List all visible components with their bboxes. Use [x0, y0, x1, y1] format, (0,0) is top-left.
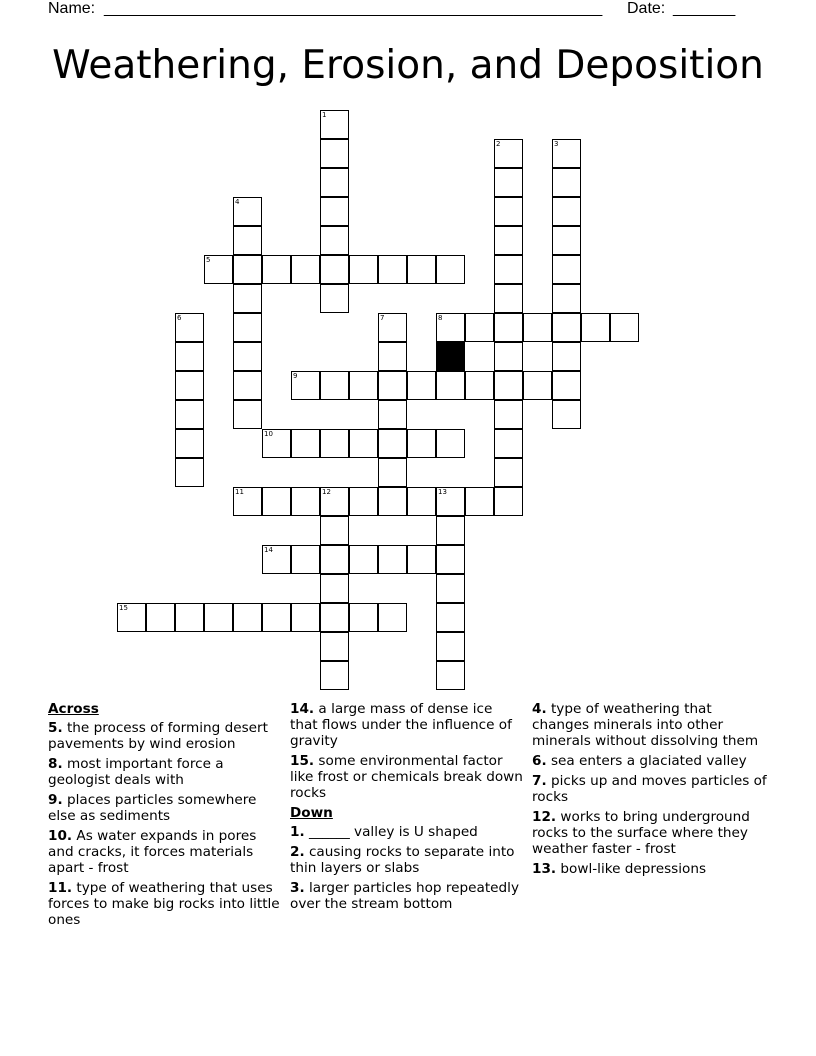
crossword-cell[interactable] [320, 632, 349, 661]
crossword-cell[interactable] [175, 603, 204, 632]
clue-across-10: 10. As water expands in pores and cracks, it forces materials apart - frost [48, 828, 257, 876]
clue-number: 14 [264, 546, 273, 554]
crossword-cell[interactable] [320, 516, 349, 545]
crossword-cell[interactable] [175, 371, 204, 400]
name-label: Name: [48, 0, 96, 17]
crossword-cell[interactable] [378, 313, 407, 342]
crossword-cell[interactable] [407, 255, 436, 284]
crossword-cell[interactable] [320, 139, 349, 168]
crossword-cell[interactable] [436, 371, 465, 400]
crossword-cell[interactable] [291, 371, 320, 400]
crossword-cell[interactable] [291, 255, 320, 284]
crossword-cell[interactable] [320, 603, 349, 632]
crossword-cell[interactable] [436, 603, 465, 632]
crossword-cell[interactable] [552, 342, 581, 371]
clue-down-13: 13. bowl-like depressions [532, 861, 707, 877]
crossword-cell[interactable] [378, 400, 407, 429]
crossword-cell[interactable] [436, 661, 465, 690]
crossword-cell[interactable] [552, 371, 581, 400]
crossword-cell[interactable] [378, 429, 407, 458]
date-label: Date: [627, 0, 666, 17]
crossword-cell[interactable] [349, 371, 378, 400]
crossword-cell[interactable] [494, 197, 523, 226]
clue-number: 1 [322, 111, 327, 119]
crossword-cell[interactable] [465, 487, 494, 516]
crossword-cell[interactable] [233, 342, 262, 371]
crossword-cell[interactable] [407, 371, 436, 400]
crossword-cell[interactable] [610, 313, 639, 342]
crossword-cell[interactable] [407, 429, 436, 458]
crossword-cell[interactable] [494, 487, 523, 516]
clue-down-12: 12. works to bring underground rocks to the surface where they weather faster - frost [532, 809, 750, 857]
crossword-cell[interactable] [320, 487, 349, 516]
crossword-cell[interactable] [349, 603, 378, 632]
crossword-cell[interactable] [117, 603, 146, 632]
crossword-cell[interactable] [552, 139, 581, 168]
crossword-cell[interactable] [291, 603, 320, 632]
black-cell [436, 342, 465, 371]
crossword-cell[interactable] [320, 429, 349, 458]
name-line[interactable]: ________________________________________________________ [104, 0, 603, 17]
clue-number: 11 [235, 488, 244, 496]
crossword-cell[interactable] [436, 516, 465, 545]
crossword-cell[interactable] [378, 255, 407, 284]
crossword-cell[interactable] [407, 487, 436, 516]
crossword-cell[interactable] [494, 458, 523, 487]
crossword-cell[interactable] [436, 545, 465, 574]
crossword-cell[interactable] [233, 255, 262, 284]
crossword-cell[interactable] [494, 342, 523, 371]
crossword-cell[interactable] [349, 545, 378, 574]
crossword-cell[interactable] [494, 284, 523, 313]
clue-number: 9 [293, 372, 298, 380]
crossword-cell[interactable] [494, 371, 523, 400]
crossword-cell[interactable] [494, 400, 523, 429]
clue-across-15: 15. some environmental factor like frost or chemicals break down rocks [290, 753, 523, 801]
clue-number: 7 [380, 314, 385, 322]
clue-down-1: 1. ______ valley is U shaped [290, 824, 478, 840]
crossword-cell[interactable] [233, 313, 262, 342]
crossword-cell[interactable] [378, 371, 407, 400]
clue-number: 12 [322, 488, 331, 496]
crossword-cell[interactable] [233, 371, 262, 400]
crossword-cell[interactable] [320, 661, 349, 690]
clues-column-1 [48, 701, 282, 932]
clue-number: 3 [554, 140, 559, 148]
crossword-cell[interactable] [436, 255, 465, 284]
clue-down-6: 6. sea enters a glaciated valley [532, 753, 747, 769]
crossword-cell[interactable] [523, 313, 552, 342]
clue-down-7: 7. picks up and moves particles of rocks [532, 773, 767, 805]
crossword-cell[interactable] [291, 429, 320, 458]
crossword-cell[interactable] [320, 168, 349, 197]
crossword-cell[interactable] [349, 429, 378, 458]
crossword-cell[interactable] [436, 313, 465, 342]
crossword-cell[interactable] [233, 603, 262, 632]
crossword-cell[interactable] [378, 458, 407, 487]
crossword-cell[interactable] [494, 226, 523, 255]
crossword-cell[interactable] [175, 313, 204, 342]
crossword-cell[interactable] [494, 313, 523, 342]
crossword-cell[interactable] [291, 487, 320, 516]
clue-across-9: 9. places particles somewhere else as sediments [48, 792, 257, 824]
crossword-cell[interactable] [320, 284, 349, 313]
crossword-cell[interactable] [349, 487, 378, 516]
crossword-cell[interactable] [552, 226, 581, 255]
crossword-cell[interactable] [436, 574, 465, 603]
crossword-cell[interactable] [291, 545, 320, 574]
crossword-cell[interactable] [320, 110, 349, 139]
clue-across-8: 8. most important force a geologist deals with [48, 756, 224, 788]
page-title: Weathering, Erosion, and Deposition [52, 43, 764, 88]
crossword-cell[interactable] [320, 255, 349, 284]
down-heading: Down [290, 805, 333, 821]
crossword-cell[interactable] [233, 487, 262, 516]
crossword-cell[interactable] [552, 313, 581, 342]
crossword-cell[interactable] [146, 603, 175, 632]
crossword-cell[interactable] [436, 429, 465, 458]
clue-number: 8 [438, 314, 443, 322]
clue-number: 5 [206, 256, 211, 264]
crossword-cell[interactable] [175, 429, 204, 458]
clue-number: 15 [119, 604, 128, 612]
crossword-cell[interactable] [494, 168, 523, 197]
crossword-cell[interactable] [320, 197, 349, 226]
crossword-cell[interactable] [175, 342, 204, 371]
crossword-cell[interactable] [494, 255, 523, 284]
crossword-cell[interactable] [175, 400, 204, 429]
crossword-cell[interactable] [552, 168, 581, 197]
crossword-cell[interactable] [262, 487, 291, 516]
crossword-cell[interactable] [349, 255, 378, 284]
clue-number: 6 [177, 314, 182, 322]
crossword-cell[interactable] [320, 226, 349, 255]
crossword-cell[interactable] [436, 632, 465, 661]
crossword-cell[interactable] [378, 487, 407, 516]
crossword-cell[interactable] [552, 284, 581, 313]
crossword-cell[interactable] [175, 458, 204, 487]
clue-across-5: 5. the process of forming desert pavements by wind erosion [48, 720, 268, 752]
crossword-cell[interactable] [465, 313, 494, 342]
clue-across-14: 14. a large mass of dense ice that flows under the influence of gravity [290, 701, 512, 749]
clue-number: 10 [264, 430, 273, 438]
clue-down-4: 4. type of weathering that changes minerals into other minerals without dissolving them [532, 701, 759, 749]
crossword-cell[interactable] [233, 284, 262, 313]
clue-number: 4 [235, 198, 240, 206]
crossword-cell[interactable] [378, 545, 407, 574]
crossword-cell[interactable] [407, 545, 436, 574]
crossword-cell[interactable] [233, 226, 262, 255]
crossword-cell[interactable] [494, 139, 523, 168]
clue-across-11: 11. type of weathering that uses forces to make big rocks into little ones [48, 880, 280, 928]
crossword-cell[interactable] [204, 603, 233, 632]
clues-column-2 [290, 701, 524, 916]
crossword-cell[interactable] [320, 545, 349, 574]
clue-number: 2 [496, 140, 501, 148]
crossword-cell[interactable] [233, 400, 262, 429]
crossword-cell[interactable] [436, 487, 465, 516]
crossword-cell[interactable] [262, 603, 291, 632]
crossword-cell[interactable] [320, 371, 349, 400]
crossword-cell[interactable] [378, 342, 407, 371]
crossword-cell[interactable] [523, 371, 552, 400]
crossword-cell[interactable] [494, 429, 523, 458]
clue-down-2: 2. causing rocks to separate into thin layers or slabs [290, 844, 515, 876]
crossword-cell[interactable] [262, 255, 291, 284]
crossword-cell[interactable] [320, 574, 349, 603]
clue-down-3: 3. larger particles hop repeatedly over the stream bottom [290, 880, 519, 912]
crossword-cell[interactable] [233, 197, 262, 226]
crossword-cell[interactable] [378, 603, 407, 632]
crossword-cell[interactable] [262, 429, 291, 458]
crossword-cell[interactable] [262, 545, 291, 574]
clues-column-3 [532, 701, 768, 881]
crossword-cell[interactable] [581, 313, 610, 342]
date-line[interactable]: _______ [673, 0, 736, 17]
across-heading: Across [48, 701, 99, 717]
crossword-cell[interactable] [465, 371, 494, 400]
crossword-cell[interactable] [552, 400, 581, 429]
clue-number: 13 [438, 488, 447, 496]
crossword-cell[interactable] [552, 255, 581, 284]
crossword-cell[interactable] [552, 197, 581, 226]
crossword-cell[interactable] [204, 255, 233, 284]
